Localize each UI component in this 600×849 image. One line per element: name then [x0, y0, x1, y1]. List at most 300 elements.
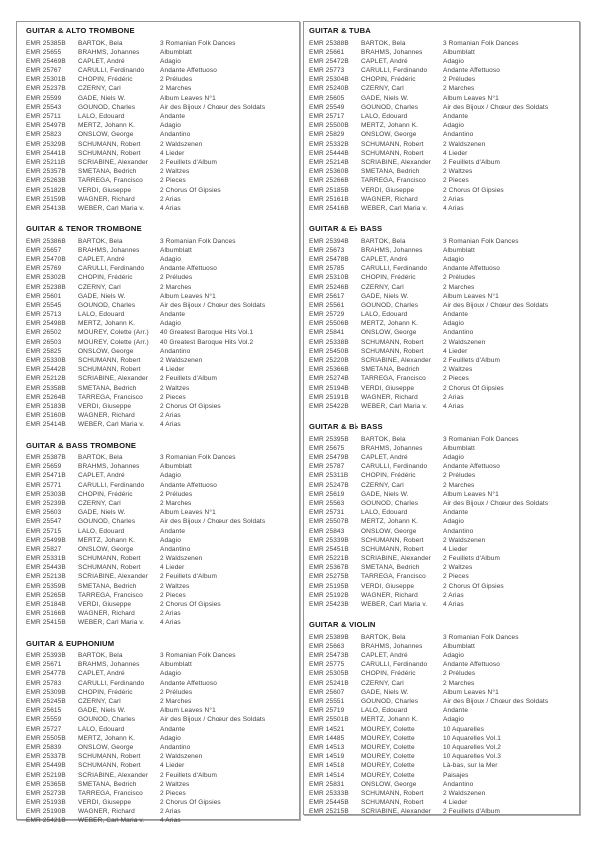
catalog-section	[309, 422, 575, 609]
order-number: EMR 25841	[309, 329, 345, 337]
order-number: EMR 14518	[309, 762, 345, 770]
catalog-row	[26, 121, 295, 130]
work-title: 2 Arias	[160, 195, 181, 203]
work-title: 4 Arias	[160, 204, 181, 212]
composer-name: LALO, Edouard	[78, 113, 125, 120]
catalog-row	[26, 490, 295, 499]
catalog-row	[26, 499, 295, 508]
catalog-row	[309, 273, 575, 282]
work-title: Adagio	[160, 122, 181, 130]
order-number: EMR 25339B	[309, 536, 349, 544]
composer-name: MERTZ, Johann K.	[361, 518, 419, 526]
work-title: 2 Préludes	[160, 688, 193, 696]
work-title: Adagio	[443, 255, 464, 263]
catalog-row	[309, 255, 575, 264]
order-number: EMR 25603	[26, 509, 62, 517]
catalog-row	[26, 75, 295, 84]
catalog-row	[309, 374, 575, 383]
order-number: EMR 25330B	[26, 357, 66, 364]
composer-name: MERTZ, Johann K.	[78, 536, 136, 544]
composer-name: GOUNOD, Charles	[78, 716, 136, 724]
work-title: 2 Feuillets d'Album	[443, 357, 500, 364]
work-title: 4 Lieder	[443, 799, 468, 807]
order-number: EMR 25387B	[26, 454, 66, 461]
composer-name: LALO, Edouard	[78, 311, 125, 319]
work-title: Andantino	[443, 780, 474, 788]
catalog-row	[309, 204, 575, 213]
work-title: 2 Feuillets d'Album	[160, 158, 217, 166]
catalog-row	[309, 186, 575, 195]
order-number: EMR 25479B	[309, 454, 349, 461]
work-title: 4 Lieder	[443, 347, 468, 355]
order-number: EMR 25823	[26, 131, 62, 139]
catalog-row	[309, 807, 575, 816]
order-number: EMR 25304B	[309, 76, 349, 84]
composer-name: SCHUMANN, Robert	[361, 789, 424, 797]
order-number: EMR 25605	[309, 94, 345, 102]
catalog-row	[309, 743, 575, 752]
work-title: 2 Waldszenen	[160, 555, 203, 563]
catalog-row	[26, 176, 295, 185]
work-title: Adagio	[443, 454, 464, 461]
order-number: EMR 25265B	[26, 591, 66, 599]
composer-name: BARTOK, Bela	[78, 454, 123, 461]
composer-name: CAPLET, André	[361, 255, 408, 263]
work-title: 2 Marches	[443, 481, 475, 489]
catalog-row	[309, 301, 575, 310]
order-number: EMR 25831	[309, 780, 345, 788]
catalog-row	[309, 39, 575, 48]
composer-name: WEBER, Carl Maria v.	[361, 601, 428, 608]
composer-name: WEBER, Carl Maria v.	[361, 204, 428, 212]
work-title: 2 Préludes	[160, 274, 193, 282]
order-number: EMR 25333B	[309, 789, 349, 797]
order-number: EMR 25673	[309, 246, 345, 254]
catalog-row	[26, 545, 295, 554]
work-title: 4 Arias	[160, 421, 181, 429]
catalog-section	[26, 224, 295, 429]
catalog-row	[26, 517, 295, 526]
work-title: Adagio	[160, 472, 181, 480]
composer-name: BRAHMS, Johannes	[361, 246, 423, 254]
composer-name: GADE, Niels W.	[78, 292, 126, 300]
composer-name: CARULLI, Ferdinando	[361, 463, 428, 471]
work-title: Air des Bijoux / Chœur des Soldats	[443, 698, 549, 705]
catalog-row	[309, 48, 575, 57]
work-title: Andante Affettuoso	[443, 265, 500, 273]
work-title: 2 Arias	[443, 591, 464, 599]
order-number: EMR 25301B	[26, 76, 66, 84]
work-title: 4 Lieder	[160, 762, 185, 770]
catalog-row	[26, 149, 295, 158]
work-title: 2 Waltzes	[443, 168, 473, 176]
composer-name: GOUNOD, Charles	[78, 518, 136, 526]
order-number: EMR 14513	[309, 743, 345, 751]
order-number: EMR 14485	[309, 734, 345, 742]
work-title: Paisajes	[443, 771, 469, 779]
order-number: EMR 25245B	[26, 698, 66, 705]
catalog-row	[26, 471, 295, 480]
work-title: Andantino	[160, 743, 191, 751]
work-title: 2 Préludes	[160, 490, 193, 498]
catalog-row	[26, 527, 295, 536]
work-title: 10 Aquarelles	[443, 725, 484, 733]
catalog-row	[26, 734, 295, 743]
work-title: 2 Marches	[160, 698, 192, 705]
composer-name: CARULLI, Ferdinando	[361, 67, 428, 75]
work-title: 2 Marches	[443, 679, 475, 687]
work-title: 2 Feuillets d'Album	[160, 375, 217, 383]
order-number: EMR 25240B	[309, 85, 349, 93]
composer-name: SCRIABINE, Alexander	[361, 158, 431, 166]
catalog-section	[26, 26, 295, 213]
work-title: Album Leaves N°1	[443, 94, 499, 102]
composer-name: WEBER, Carl Maria v.	[361, 402, 428, 410]
catalog-row	[26, 771, 295, 780]
catalog-row	[309, 435, 575, 444]
catalog-row	[26, 384, 295, 393]
order-number: EMR 25549	[309, 103, 345, 111]
composer-name: MOUREY, Colette	[361, 771, 415, 779]
catalog-row	[309, 347, 575, 356]
catalog-row	[26, 481, 295, 490]
composer-name: SCRIABINE, Alexander	[361, 808, 431, 816]
catalog-row	[309, 734, 575, 743]
work-title: Album Leaves N°1	[443, 292, 499, 300]
work-title: Air des Bijoux / Chœur des Soldats	[160, 301, 266, 309]
catalog-row	[26, 618, 295, 627]
work-title: 2 Marches	[160, 85, 192, 93]
composer-name: MOUREY, Colette	[361, 734, 415, 742]
composer-name: CZERNY, Carl	[78, 85, 121, 93]
composer-name: CHOPIN, Frédéric	[361, 76, 416, 84]
order-number: EMR 25727	[26, 725, 62, 733]
composer-name: WEBER, Carl Maria v.	[78, 619, 145, 627]
catalog-row	[309, 517, 575, 526]
section-title: GUITAR & BASS TROMBONE	[26, 440, 137, 450]
work-title: 2 Marches	[443, 283, 475, 291]
catalog-row	[26, 651, 295, 660]
composer-name: CHOPIN, Frédéric	[361, 670, 416, 678]
composer-name: SMETANA, Bedrich	[78, 780, 137, 788]
order-number: EMR 25365B	[26, 780, 66, 788]
catalog-row	[309, 660, 575, 669]
work-title: Air des Bijoux / Chœur des Soldats	[160, 103, 266, 111]
catalog-row	[26, 328, 295, 337]
order-number: EMR 25785	[309, 265, 345, 273]
composer-name: CARULLI, Ferdinando	[361, 265, 428, 273]
work-title: 2 Feuillets d'Album	[160, 771, 217, 779]
work-title: Adagio	[443, 518, 464, 526]
catalog-row	[26, 462, 295, 471]
work-title: Albumblatt	[443, 444, 475, 452]
catalog-row	[309, 725, 575, 734]
composer-name: CHOPIN, Frédéric	[361, 274, 416, 282]
composer-name: ONSLOW, George	[78, 131, 134, 139]
composer-name: GADE, Niels W.	[361, 688, 409, 696]
work-title: 2 Arias	[160, 808, 181, 816]
order-number: EMR 25422B	[309, 402, 349, 410]
composer-name: BARTOK, Bela	[78, 39, 123, 47]
order-number: EMR 25675	[309, 444, 345, 452]
catalog-row	[26, 660, 295, 669]
order-number: EMR 25469B	[26, 57, 66, 65]
composer-name: BRAHMS, Johannes	[78, 463, 140, 471]
composer-name: WAGNER, Richard	[78, 610, 135, 618]
work-title: 2 Waldszenen	[443, 789, 486, 797]
catalog-row	[309, 140, 575, 149]
order-number: EMR 25767	[26, 67, 62, 75]
composer-name: LALO, Edouard	[78, 725, 125, 733]
work-title: 2 Waldszenen	[160, 753, 203, 761]
catalog-row	[309, 798, 575, 807]
order-number: EMR 25547	[26, 518, 62, 526]
order-number: EMR 25184B	[26, 601, 66, 608]
work-title: Adagio	[160, 536, 181, 544]
order-number: EMR 25358B	[26, 384, 66, 392]
catalog-row	[309, 402, 575, 411]
catalog-row	[309, 642, 575, 651]
order-number: EMR 25731	[309, 509, 345, 517]
composer-name: TARREGA, Francisco	[361, 177, 426, 185]
order-number: EMR 25783	[26, 679, 62, 687]
catalog-row	[309, 453, 575, 462]
catalog-row	[309, 338, 575, 347]
work-title: Adagio	[160, 255, 181, 263]
order-number: EMR 25310B	[309, 274, 349, 282]
catalog-row	[26, 140, 295, 149]
catalog-row	[309, 66, 575, 75]
work-title: Andante	[160, 725, 186, 733]
catalog-row	[26, 186, 295, 195]
catalog-row	[26, 402, 295, 411]
composer-name: CZERNY, Carl	[361, 679, 404, 687]
order-number: EMR 25394B	[309, 237, 349, 245]
catalog-row	[309, 752, 575, 761]
work-title: Air des Bijoux / Chœur des Soldats	[443, 499, 549, 507]
composer-name: BRAHMS, Johannes	[78, 661, 140, 669]
composer-name: CHOPIN, Frédéric	[78, 490, 133, 498]
order-number: EMR 25657	[26, 246, 62, 254]
catalog-row	[309, 149, 575, 158]
catalog-row	[26, 283, 295, 292]
order-number: EMR 25246B	[309, 283, 349, 291]
order-number: EMR 25498B	[26, 320, 66, 328]
composer-name: LALO, Edouard	[361, 707, 408, 715]
work-title: 4 Lieder	[160, 366, 185, 374]
work-title: 3 Romanian Folk Dances	[443, 237, 519, 245]
catalog-row	[26, 112, 295, 121]
catalog-row	[309, 780, 575, 789]
order-number: EMR 25193B	[26, 799, 66, 807]
catalog-row	[309, 75, 575, 84]
order-number: EMR 25505B	[26, 734, 66, 742]
order-number: EMR 25659	[26, 463, 62, 471]
work-title: 2 Waltzes	[443, 564, 473, 572]
work-title: 2 Waldszenen	[443, 140, 486, 148]
composer-name: SCHUMANN, Robert	[361, 140, 424, 148]
order-number: EMR 25309B	[26, 688, 66, 696]
order-number: EMR 25619	[309, 490, 345, 498]
composer-name: SCRIABINE, Alexander	[78, 158, 148, 166]
composer-name: GOUNOD, Charles	[361, 499, 419, 507]
order-number: EMR 25367B	[309, 564, 349, 572]
work-title: 4 Arias	[160, 619, 181, 627]
order-number: EMR 25843	[309, 527, 345, 535]
composer-name: BARTOK, Bela	[361, 39, 406, 47]
composer-name: CARULLI, Ferdinando	[78, 481, 145, 489]
catalog-row	[309, 176, 575, 185]
order-number: EMR 25663	[309, 642, 345, 650]
order-number: EMR 25239B	[26, 499, 66, 507]
composer-name: BARTOK, Bela	[361, 237, 406, 245]
work-title: 2 Arias	[160, 610, 181, 618]
order-number: EMR 25263B	[26, 177, 66, 185]
order-number: EMR 25713	[26, 311, 62, 319]
order-number: EMR 25451B	[309, 545, 349, 553]
order-number: EMR 25599	[26, 94, 62, 102]
catalog-row	[26, 669, 295, 678]
composer-name: VERDI, Giuseppe	[361, 582, 415, 590]
catalog-row	[26, 591, 295, 600]
work-title: 2 Pieces	[443, 177, 469, 185]
catalog-row	[309, 508, 575, 517]
composer-name: SMETANA, Bedrich	[78, 582, 137, 590]
order-number: EMR 25247B	[309, 481, 349, 489]
catalog-row	[26, 264, 295, 273]
composer-name: GADE, Niels W.	[361, 94, 409, 102]
order-number: EMR 25719	[309, 707, 345, 715]
work-title: 2 Waldszenen	[160, 140, 203, 148]
work-title: 2 Pieces	[160, 591, 186, 599]
composer-name: CAPLET, André	[78, 57, 125, 65]
work-title: Andante Affettuoso	[160, 679, 217, 687]
order-number: EMR 25185B	[309, 186, 349, 194]
work-title: 2 Chorus Of Gipsies	[443, 384, 504, 392]
order-number: EMR 25389B	[309, 633, 349, 641]
order-number: EMR 25190B	[26, 808, 66, 816]
work-title: Andantino	[160, 545, 191, 553]
catalog-row	[26, 158, 295, 167]
composer-name: TARREGA, Francisco	[361, 573, 426, 581]
composer-name: GOUNOD, Charles	[78, 103, 136, 111]
work-title: Albumblatt	[443, 246, 475, 254]
work-title: Adagio	[443, 652, 464, 660]
order-number: EMR 25311B	[309, 472, 349, 480]
work-title: Air des Bijoux / Chœur des Soldats	[443, 301, 549, 309]
composer-name: VERDI, Giuseppe	[78, 601, 132, 608]
catalog-row	[309, 283, 575, 292]
catalog-row	[309, 292, 575, 301]
work-title: 2 Feuillets d'Album	[443, 158, 500, 166]
catalog-row	[309, 697, 575, 706]
catalog-row	[26, 453, 295, 462]
composer-name: SCHUMANN, Robert	[78, 555, 141, 563]
composer-name: MOUREY, Colette (Arr.)	[78, 329, 149, 337]
order-number: EMR 25414B	[26, 421, 66, 429]
work-title: Album Leaves N°1	[443, 490, 499, 498]
order-number: EMR 14514	[309, 771, 345, 779]
order-number: EMR 25413B	[26, 204, 66, 212]
catalog-row	[26, 572, 295, 581]
composer-name: SMETANA, Bedrich	[361, 168, 420, 176]
work-title: 3 Romanian Folk Dances	[160, 454, 236, 461]
composer-name: WEBER, Carl Maria v.	[78, 204, 145, 212]
order-number: EMR 25421B	[26, 817, 66, 825]
order-number: EMR 25445B	[309, 799, 349, 807]
catalog-row	[26, 103, 295, 112]
composer-name: SMETANA, Bedrich	[361, 564, 420, 572]
order-number: EMR 25771	[26, 481, 62, 489]
catalog-row	[26, 374, 295, 383]
composer-name: CZERNY, Carl	[361, 283, 404, 291]
order-number: EMR 25507B	[309, 518, 349, 526]
work-title: 2 Waldszenen	[443, 338, 486, 346]
composer-name: SMETANA, Bedrich	[361, 366, 420, 374]
order-number: EMR 25219B	[26, 771, 66, 779]
work-title: 4 Arias	[160, 817, 181, 825]
composer-name: WAGNER, Richard	[78, 808, 135, 816]
catalog-row	[309, 264, 575, 273]
catalog-row	[26, 725, 295, 734]
catalog-row	[309, 771, 575, 780]
composer-name: LALO, Edouard	[361, 113, 408, 120]
order-number: EMR 25393B	[26, 652, 66, 660]
work-title: 2 Préludes	[443, 670, 476, 678]
work-title: Andante Affettuoso	[160, 265, 217, 273]
catalog-row	[309, 84, 575, 93]
order-number: EMR 25266B	[309, 177, 349, 185]
catalog-row	[26, 39, 295, 48]
composer-name: CZERNY, Carl	[78, 499, 121, 507]
work-title: 4 Arias	[443, 204, 464, 212]
composer-name: ONSLOW, George	[361, 329, 417, 337]
order-number: EMR 25501B	[309, 716, 349, 724]
work-title: Andante	[160, 527, 186, 535]
work-title: Albumblatt	[443, 642, 475, 650]
order-number: EMR 25497B	[26, 122, 66, 130]
work-title: 2 Pieces	[443, 573, 469, 581]
composer-name: TARREGA, Francisco	[78, 393, 143, 401]
composer-name: SCHUMANN, Robert	[78, 357, 141, 364]
order-number: EMR 25195B	[309, 582, 349, 590]
catalog-row	[26, 310, 295, 319]
composer-name: CAPLET, André	[78, 255, 125, 263]
work-title: 2 Chorus Of Gipsies	[160, 402, 221, 410]
order-number: EMR 25241B	[309, 679, 349, 687]
composer-name: BARTOK, Bela	[78, 652, 123, 660]
composer-name: SCRIABINE, Alexander	[361, 357, 431, 364]
composer-name: BRAHMS, Johannes	[78, 246, 140, 254]
catalog-row	[26, 57, 295, 66]
composer-name: BARTOK, Bela	[361, 633, 406, 641]
catalog-row	[309, 167, 575, 176]
work-title: 2 Marches	[160, 499, 192, 507]
composer-name: GOUNOD, Charles	[78, 301, 136, 309]
composer-name: SCRIABINE, Alexander	[361, 555, 431, 563]
catalog-row	[26, 609, 295, 618]
catalog-row	[26, 582, 295, 591]
order-number: EMR 25717	[309, 113, 345, 120]
catalog-row	[26, 706, 295, 715]
order-number: EMR 25825	[26, 347, 62, 355]
composer-name: LALO, Edouard	[78, 527, 125, 535]
order-number: EMR 25338B	[309, 338, 349, 346]
catalog-section	[309, 620, 575, 816]
composer-name: CAPLET, André	[78, 472, 125, 480]
composer-name: ONSLOW, George	[361, 527, 417, 535]
work-title: 2 Waltzes	[160, 168, 190, 176]
